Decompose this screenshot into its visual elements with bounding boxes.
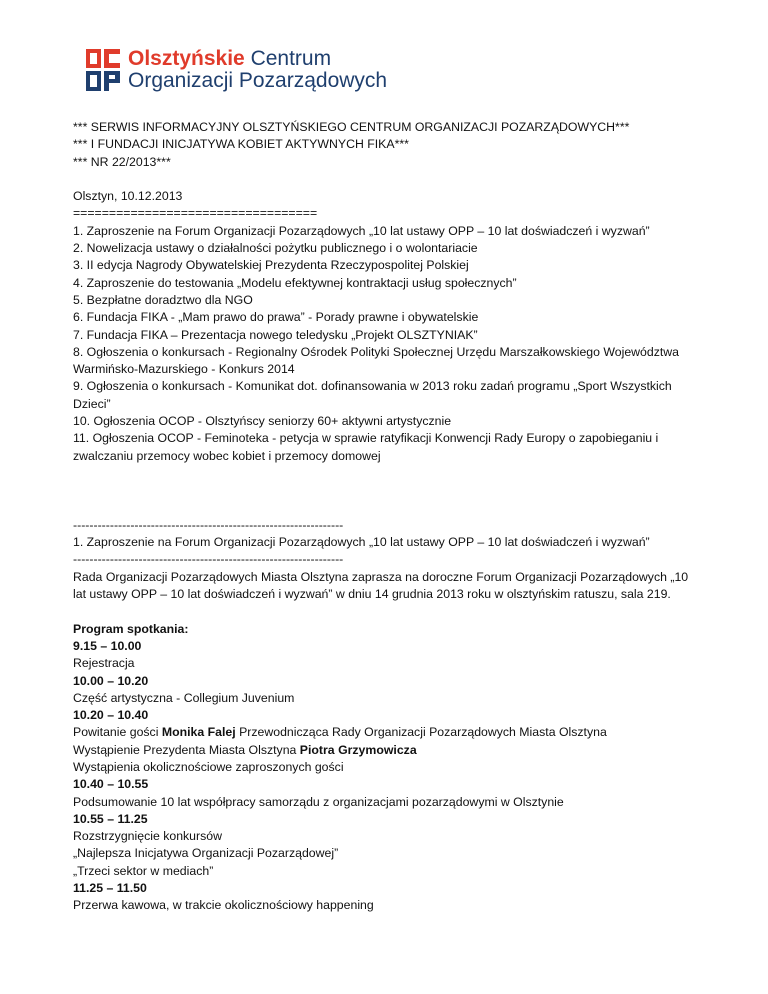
ocop-logo-icon	[85, 48, 121, 92]
program-item: Rejestracja	[73, 656, 135, 671]
header-line-1: *** SERWIS INFORMACYJNY OLSZTYŃSKIEGO CENTRUM ORGANIZACJI POZARZĄDOWYCH***	[73, 120, 630, 134]
program-item: Wystąpienia okolicznościowe zaproszonych gości	[73, 759, 344, 774]
program-heading: Program spotkania:	[73, 621, 189, 636]
program-time: 10.55 – 11.25	[73, 811, 148, 826]
program-item	[73, 724, 703, 741]
toc-item: 4. Zaproszenie do testowania „Modelu efektywnej kontraktacji usług społecznych”	[73, 275, 517, 290]
program-item: Podsumowanie 10 lat współpracy samorządu z organizacjami pozarządowymi w Olsztynie	[73, 794, 564, 809]
toc-item: 3. II edycja Nagrody Obywatelskiej Prezydenta Rzeczypospolitej Polskiej	[73, 258, 469, 273]
dash-separator-top: ------------------------------------------------------------------	[73, 517, 344, 532]
toc-item: 10. Ogłoszenia OCOP - Olsztyńscy seniorzy 60+ aktywni artystycznie	[73, 414, 452, 429]
toc-item: 1. Zaproszenie na Forum Organizacji Pozarządowych „10 lat ustawy OPP – 10 lat doświadczeń i wyzwań”	[73, 223, 650, 238]
logo-word-olsztynskie: Olsztyńskie	[128, 47, 245, 70]
program-time: 10.20 – 10.40	[73, 708, 149, 723]
program-time: 11.25 – 11.50	[73, 881, 147, 896]
speaker-name: Monika Falej	[161, 725, 236, 740]
toc-item: 9. Ogłoszenia o konkursach - Komunikat dot. dofinansowania w 2013 roku zadań programu „Sport Wszystkich Dzieci”	[73, 379, 672, 411]
dash-separator-bottom: ------------------------------------------------------------------	[73, 552, 344, 567]
table-of-contents	[73, 223, 703, 465]
program-item-text: Wystąpienie Prezydenta Miasta Olsztyna	[73, 742, 300, 757]
program-item-text: Przewodnicząca Rady Organizacji Pozarządowych Miasta Olsztyna	[235, 725, 607, 740]
logo-word-centrum: Centrum	[250, 47, 332, 70]
speaker-name: Piotra Grzymowicza	[299, 742, 417, 757]
header-line-3: *** NR 22/2013***	[73, 154, 171, 169]
section-title: 1. Zaproszenie na Forum Organizacji Pozarządowych „10 lat ustawy OPP – 10 lat doświadczeń i wyzwań”	[73, 535, 650, 550]
program-item: Przerwa kawowa, w trakcie okolicznościowy happening	[73, 898, 374, 913]
toc-item: 11. Ogłoszenia OCOP - Feminoteka - petycja w sprawie ratyfikacji Konwencji Rady Europy o zapobieganiu i zwalczaniu przemocy wobec kobiet i przemocy domowej	[73, 431, 659, 463]
program-time: 9.15 – 10.00	[73, 638, 142, 653]
toc-item: 7. Fundacja FIKA – Prezentacja nowego teledysku „Projekt OLSZTYNIAK”	[73, 327, 478, 342]
logo-title-line1	[128, 48, 331, 70]
program-item: Rozstrzygnięcie konkursów	[73, 829, 222, 844]
program-item-text: Powitanie gości	[73, 725, 162, 740]
toc-item: 8. Ogłoszenia o konkursach - Regionalny Ośrodek Polityki Społecznej Urzędu Marszałkowskiego Województwa Warmińsko-Mazurskiego - Konkurs 2014	[73, 344, 680, 377]
program-item: „Najlepsza Inicjatywa Organizacji Pozarządowej”	[73, 846, 339, 861]
place-date: Olsztyn, 10.12.2013	[73, 189, 183, 204]
toc-item: 5. Bezpłatne doradztwo dla NGO	[73, 292, 253, 307]
header-line-2: *** I FUNDACJI INICJATYWA KOBIET AKTYWNYCH FIKA***	[73, 137, 409, 152]
program-item: „Trzeci sektor w mediach”	[73, 863, 214, 878]
newsletter-body	[73, 119, 703, 915]
logo-title-line2: Organizacji Pozarządowych	[128, 69, 388, 92]
program-time: 10.00 – 10.20	[73, 673, 149, 688]
section-intro: Rada Organizacji Pozarządowych Miasta Olsztyna zaprasza na doroczne Forum Organizacji Pozarządowych „10 lat ustawy OPP – 10 lat doświadczeń i wyzwań” w dniu 14 grudnia 2013 roku w olsztyńskim ratuszu, sala 219.	[73, 569, 689, 602]
ocop-logo	[85, 47, 388, 94]
toc-item: 6. Fundacja FIKA - „Mam prawo do prawa” - Porady prawne i obywatelskie	[73, 310, 479, 325]
toc-item: 2. Nowelizacja ustawy o działalności pożytku publicznego i o wolontariacie	[73, 241, 478, 256]
program-item: Część artystyczna - Collegium Juvenium	[73, 690, 295, 705]
equals-separator: ==================================	[73, 206, 318, 221]
program-time: 10.40 – 10.55	[73, 777, 149, 792]
program-item	[73, 742, 703, 759]
